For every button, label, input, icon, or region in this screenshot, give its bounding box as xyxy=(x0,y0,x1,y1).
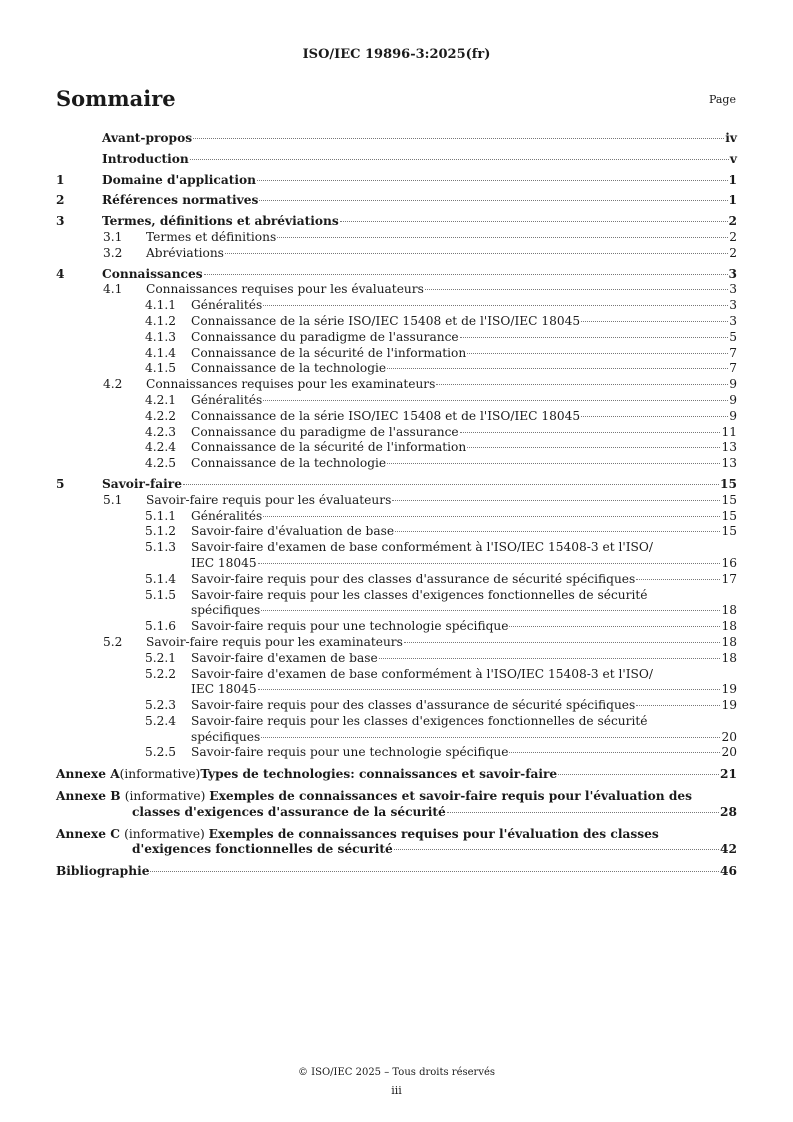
toc-leader-dots xyxy=(340,221,728,222)
toc-leader-dots xyxy=(392,500,720,501)
toc-annex-annexe-a[interactable] xyxy=(56,767,737,783)
toc-entry-text: Connaissance de la série ISO/IEC 15408 et de l'ISO/IEC 18045 xyxy=(191,408,581,423)
toc-entry-line xyxy=(191,425,737,441)
toc-entry-text: Savoir-faire requis pour des classes d'assurance de sécurité spécifiques xyxy=(191,571,636,586)
toc-entry-line xyxy=(191,393,737,409)
toc-entry-page: 16 xyxy=(721,555,737,570)
toc-entry-title xyxy=(191,714,737,746)
toc-entry-number: 3 xyxy=(56,214,65,229)
toc-entry-number: 4.1.5 xyxy=(145,361,177,376)
toc-entry-text: Savoir-faire requis pour les évaluateurs xyxy=(146,492,392,507)
toc-entry-title xyxy=(191,588,737,620)
toc-entry-text: Savoir-faire d'examen de base conformément à l'ISO/IEC 15408-3 et l'ISO/ xyxy=(191,666,653,681)
toc-entry-line xyxy=(102,477,737,493)
toc-entry-number: 5.2.1 xyxy=(145,650,177,665)
toc-entry-line xyxy=(56,805,737,821)
toc-entry-page: 19 xyxy=(721,698,737,713)
toc-entry-title xyxy=(191,698,737,714)
toc-entry-title xyxy=(191,440,737,456)
toc-entry-line xyxy=(191,619,737,635)
toc-entry-page: 28 xyxy=(720,804,737,819)
toc-entry-text: Connaissance de la technologie xyxy=(191,456,387,471)
toc-entry-number: 5.1.3 xyxy=(145,540,177,555)
toc-annex-title xyxy=(56,789,737,821)
toc-leader-dots xyxy=(581,416,728,417)
toc-entry-title xyxy=(191,540,737,572)
toc-annex-annexe-c[interactable] xyxy=(56,827,737,859)
toc-leader-dots xyxy=(460,337,729,338)
toc-entry-line xyxy=(102,193,737,209)
toc-leader-dots xyxy=(467,447,720,448)
toc-leader-dots xyxy=(257,180,728,181)
toc-entry-number: 4.1.2 xyxy=(145,313,177,328)
toc-entry-line xyxy=(56,864,737,880)
toc-entry-page: 17 xyxy=(721,571,737,586)
toc-entry-page: 18 xyxy=(721,603,737,618)
toc-leader-dots xyxy=(636,579,720,580)
toc-entry-title xyxy=(191,524,737,540)
toc-entry-text: Savoir-faire requis pour les classes d'exigences fonctionnelles de sécurité xyxy=(191,713,648,728)
toc-entry-page: 2 xyxy=(728,214,737,229)
toc-entry-5-1-6[interactable] xyxy=(56,619,737,635)
toc-entry-page: 20 xyxy=(721,745,737,760)
toc-leader-dots xyxy=(636,705,720,706)
toc-entry-text: Généralités xyxy=(191,298,263,313)
toc-annex-title xyxy=(56,767,737,783)
toc-entry-page: 19 xyxy=(721,682,737,697)
toc-entry-number: 2 xyxy=(56,193,65,208)
toc-entry-line xyxy=(146,230,737,246)
toc-entry-page: 46 xyxy=(720,864,737,879)
toc-entry-line xyxy=(191,730,737,746)
toc-entry-title xyxy=(102,131,737,147)
toc-entry-line xyxy=(191,330,737,346)
toc-entry-text: Généralités xyxy=(191,392,263,407)
toc-entry-line xyxy=(146,246,737,262)
toc-entry-page: 18 xyxy=(721,619,737,634)
toc-entry-2[interactable] xyxy=(56,193,737,209)
toc-entry-5-2-5[interactable] xyxy=(56,745,737,761)
toc-entry-title xyxy=(191,314,737,330)
toc-entry-text: Généralités xyxy=(191,508,263,523)
toc-entry-page: 18 xyxy=(721,650,737,665)
toc-entry-page: 9 xyxy=(729,392,737,407)
toc-entry-number: 5.1 xyxy=(103,492,123,507)
toc-entry-page: 7 xyxy=(729,345,737,360)
toc-entry-line xyxy=(191,524,737,540)
toc-leader-dots xyxy=(150,871,719,872)
toc-leader-dots xyxy=(263,516,720,517)
toc-leader-dots xyxy=(258,689,721,690)
toc-entry-title xyxy=(146,246,737,262)
toc-leader-dots xyxy=(581,321,728,322)
annex-kind: (informative) xyxy=(119,767,201,782)
toc-entry-title xyxy=(191,393,737,409)
toc-entry-text: Termes, définitions et abréviations xyxy=(102,214,339,229)
toc-leader-dots xyxy=(395,531,720,532)
toc-leader-dots xyxy=(436,384,728,385)
toc-entry-line xyxy=(191,556,737,572)
toc-entry-page: 15 xyxy=(721,508,737,523)
toc-entry-text: Connaissances requises pour les examinateurs xyxy=(146,377,436,392)
toc-entry-title xyxy=(102,152,737,168)
toc-entry-number: 5.2.3 xyxy=(145,698,177,713)
toc-leader-dots xyxy=(193,138,724,139)
toc-entry-page: v xyxy=(729,151,737,166)
annex-label: Annexe A xyxy=(56,767,120,782)
toc-entry-page: 2 xyxy=(729,245,737,260)
toc-annex-title xyxy=(56,827,737,859)
toc-leader-dots xyxy=(558,774,719,775)
toc-entry-text: Connaissance de la série ISO/IEC 15408 et de l'ISO/IEC 18045 xyxy=(191,313,581,328)
toc-entry-page: iv xyxy=(725,131,737,145)
toc-entry-5[interactable] xyxy=(56,477,737,493)
toc-entry-title xyxy=(191,572,737,588)
toc-entry-number: 5.2.2 xyxy=(145,666,177,681)
toc-entry-number: 4.1.1 xyxy=(145,298,177,313)
annex-text: Exemples de connaissances et savoir-faire requis pour l'évaluation des xyxy=(209,789,693,804)
toc-leader-dots xyxy=(509,752,720,753)
toc-entry-page: 42 xyxy=(720,842,737,857)
annex-label: Annexe B xyxy=(56,789,125,804)
toc-entry-page: 13 xyxy=(721,440,737,455)
toc-entry-5-1-2[interactable] xyxy=(56,524,737,540)
toc-entry-number: 5.2.4 xyxy=(145,713,177,728)
toc-entry-text: Savoir-faire requis pour les classes d'exigences fonctionnelles de sécurité xyxy=(191,587,648,602)
toc-entry-4-1-5[interactable] xyxy=(56,361,737,377)
toc-entry-line xyxy=(146,282,737,298)
toc-entry-page: 5 xyxy=(729,329,737,344)
toc-entry-number: 5.2 xyxy=(103,634,123,649)
toc-entry-text: IEC 18045 xyxy=(191,555,257,570)
toc-entry-line xyxy=(191,509,737,525)
toc-entry-text: Savoir-faire xyxy=(102,476,182,491)
toc-entry-page: 15 xyxy=(721,524,737,539)
toc-entry-4-1-1[interactable] xyxy=(56,298,737,314)
toc-entry-line xyxy=(191,651,737,667)
toc-entry-4-1-2[interactable] xyxy=(56,314,737,330)
toc-entry-5-2[interactable] xyxy=(56,635,737,651)
toc-leader-dots xyxy=(460,432,721,433)
toc-leader-dots xyxy=(259,200,727,201)
toc-entry-text: Avant-propos xyxy=(102,131,193,145)
toc-entry-number: 3.1 xyxy=(103,229,123,244)
toc-entry-4-2-1[interactable] xyxy=(56,393,737,409)
toc-entry-title xyxy=(102,267,737,283)
toc-entry-4-1-4[interactable] xyxy=(56,346,737,362)
toc-entry-number: 4.1.4 xyxy=(145,345,177,360)
toc-entry-page: 21 xyxy=(720,767,737,782)
toc-entry-line xyxy=(191,698,737,714)
toc-entry-page: 2 xyxy=(729,229,737,244)
toc-entry-line xyxy=(102,131,737,147)
toc-entry-page: 3 xyxy=(728,266,737,281)
toc-entry-title xyxy=(191,651,737,667)
toc-entry-line xyxy=(191,572,737,588)
toc-entry-text: Abréviations xyxy=(146,245,224,260)
toc-annex-annexe-b[interactable] xyxy=(56,789,737,821)
toc-entry-number: 4.2.5 xyxy=(145,456,177,471)
toc-entry-line xyxy=(191,456,737,472)
toc-entry-page: 15 xyxy=(720,476,737,491)
footer-page-number: iii xyxy=(391,1084,402,1097)
toc-entry-5-1-1[interactable] xyxy=(56,509,737,525)
toc-entry-line xyxy=(102,152,737,168)
toc-entry-4-1[interactable] xyxy=(56,282,737,298)
toc-entry-title xyxy=(191,667,737,699)
toc-entry-title xyxy=(146,282,737,298)
toc-entry-page: 11 xyxy=(721,424,737,439)
annex-text: Types de technologies: connaissances et savoir-faire xyxy=(200,767,558,782)
toc-entry-number: 4.2.1 xyxy=(145,392,177,407)
toc-leader-dots xyxy=(387,463,720,464)
toc-entry-1[interactable] xyxy=(56,173,737,189)
toc-entry-text: spécifiques xyxy=(191,603,261,618)
document-header: ISO/IEC 19896-3:2025(fr) xyxy=(302,47,491,62)
annex-text: Exemples de connaissances requises pour l'évaluation des classes xyxy=(208,826,659,841)
toc-entry-line xyxy=(146,635,737,651)
toc-entry-3-1[interactable] xyxy=(56,230,737,246)
toc-entry-text: Savoir-faire requis pour une technologie spécifique xyxy=(191,745,509,760)
toc-entry-title xyxy=(102,193,737,209)
toc-entry-title xyxy=(191,619,737,635)
toc-leader-dots xyxy=(261,610,720,611)
toc-entry-number: 4.2.3 xyxy=(145,424,177,439)
toc-entry-title xyxy=(191,330,737,346)
toc-entry-4[interactable] xyxy=(56,267,737,283)
toc-entry-page: 1 xyxy=(728,193,737,208)
toc-entry-title xyxy=(146,493,737,509)
toc-entry-title xyxy=(191,361,737,377)
toc-entry-line xyxy=(102,214,737,230)
toc-entry-line xyxy=(146,377,737,393)
toc-leader-dots xyxy=(258,563,721,564)
toc-entry-title xyxy=(102,214,737,230)
toc-entry-page: 15 xyxy=(721,492,737,507)
toc-entry-5-2-1[interactable] xyxy=(56,651,737,667)
toc-entry-number: 1 xyxy=(56,172,65,187)
toc-entry-text: Termes et définitions xyxy=(146,229,277,244)
toc-entry-number: 5.1.2 xyxy=(145,524,177,539)
toc-leader-dots xyxy=(425,289,728,290)
toc-leader-dots xyxy=(204,274,728,275)
toc-entry-line xyxy=(191,361,737,377)
toc-entry-line xyxy=(56,767,737,783)
annex-kind: (informative) xyxy=(124,826,209,841)
toc-entry-page: 9 xyxy=(729,377,737,392)
toc-entry-title xyxy=(191,509,737,525)
toc-leader-dots xyxy=(394,849,719,850)
toc-entry-page: 3 xyxy=(729,282,737,297)
toc-entry-4-2[interactable] xyxy=(56,377,737,393)
toc-bibliography-title xyxy=(56,864,737,880)
toc-entry-title xyxy=(191,456,737,472)
toc-entry-text: Savoir-faire requis pour les examinateurs xyxy=(146,634,403,649)
toc-entry-number: 4.2 xyxy=(103,377,123,392)
toc-entry-text: Connaissance de la technologie xyxy=(191,361,387,376)
toc-leader-dots xyxy=(509,626,720,627)
toc-entry-text: Introduction xyxy=(102,151,189,166)
annex-label: Annexe C xyxy=(56,826,125,841)
toc-entry-page: 20 xyxy=(721,729,737,744)
toc-entry-number: 5.2.5 xyxy=(145,745,177,760)
toc-entry-line xyxy=(102,173,737,189)
toc-entry-title xyxy=(146,377,737,393)
toc-entry-text: Connaissances requises pour les évaluateurs xyxy=(146,282,424,297)
toc-entry-5-1-4[interactable] xyxy=(56,572,737,588)
toc-entry-number: 4.1.3 xyxy=(145,329,177,344)
toc-bibliography[interactable] xyxy=(56,864,737,880)
toc-entry-line xyxy=(56,827,737,843)
toc-leader-dots xyxy=(263,305,728,306)
toc-entry-number: 4.2.4 xyxy=(145,440,177,455)
toc-entry-number: 5.1.4 xyxy=(145,571,177,586)
toc-entry-text: IEC 18045 xyxy=(191,682,257,697)
toc-entry-number: 4.1 xyxy=(103,282,123,297)
toc-entry-3-2[interactable] xyxy=(56,246,737,262)
toc-entry-number: 5 xyxy=(56,476,65,491)
toc-entry-title xyxy=(146,230,737,246)
toc-leader-dots xyxy=(467,353,728,354)
toc-entry-text: d'exigences fonctionnelles de sécurité xyxy=(132,842,393,857)
toc-leader-dots xyxy=(263,400,728,401)
toc-entry-text: Connaissance de la sécurité de l'information xyxy=(191,440,467,455)
toc-entry-text: Connaissance du paradigme de l'assurance xyxy=(191,329,459,344)
toc-entry-5-1[interactable] xyxy=(56,493,737,509)
toc-entry-line xyxy=(56,789,737,805)
annex-kind: (informative) xyxy=(124,789,210,804)
toc-leader-dots xyxy=(277,237,728,238)
toc-entry-page: 3 xyxy=(729,313,737,328)
toc-entry-5-2-3[interactable] xyxy=(56,698,737,714)
toc-entry-text: classes d'exigences d'assurance de la sécurité xyxy=(132,804,446,819)
toc-entry-4-2-2[interactable] xyxy=(56,409,737,425)
toc-entry-title xyxy=(191,745,737,761)
toc-entry-title xyxy=(146,635,737,651)
toc-entry-text: spécifiques xyxy=(191,729,261,744)
toc-entry-5-2-4[interactable] xyxy=(56,714,737,746)
toc-entry-text: Domaine d'application xyxy=(102,172,256,187)
toc-leader-dots xyxy=(261,737,720,738)
toc-entry-line xyxy=(191,603,737,619)
toc-entry-number: 5.1.5 xyxy=(145,587,177,602)
toc-entry-text: Savoir-faire d'évaluation de base xyxy=(191,524,395,539)
toc-entry-text: Savoir-faire requis pour des classes d'assurance de sécurité spécifiques xyxy=(191,698,636,713)
toc-leader-dots xyxy=(447,812,719,813)
toc-entry-page: 7 xyxy=(729,361,737,376)
toc-entry-number: 3.2 xyxy=(103,245,123,260)
table-of-contents xyxy=(56,131,737,880)
toc-entry-page: 9 xyxy=(729,408,737,423)
toc-entry-line xyxy=(56,842,737,858)
toc-entry-page: 3 xyxy=(729,298,737,313)
toc-entry-title xyxy=(191,346,737,362)
toc-entry-number: 5.1.6 xyxy=(145,619,177,634)
toc-entry-text: Connaissance du paradigme de l'assurance xyxy=(191,424,459,439)
toc-leader-dots xyxy=(404,642,721,643)
toc-entry-4-2-4[interactable] xyxy=(56,440,737,456)
toc-entry-title xyxy=(191,298,737,314)
toc-entry-title xyxy=(102,173,737,189)
toc-entry-line xyxy=(191,440,737,456)
toc-title: Sommaire xyxy=(56,86,176,111)
toc-entry-line xyxy=(191,409,737,425)
toc-entry-number: 4 xyxy=(56,266,65,281)
toc-entry-3[interactable] xyxy=(56,214,737,230)
toc-entry-avant-propos[interactable] xyxy=(56,131,737,147)
toc-entry-4-2-3[interactable] xyxy=(56,425,737,441)
toc-entry-4-1-3[interactable] xyxy=(56,330,737,346)
toc-leader-dots xyxy=(183,484,719,485)
toc-entry-number: 4.2.2 xyxy=(145,408,177,423)
toc-entry-line xyxy=(191,745,737,761)
toc-entry-title xyxy=(191,425,737,441)
page-column-label: Page xyxy=(708,93,736,106)
toc-entry-line xyxy=(191,346,737,362)
toc-entry-text: Savoir-faire requis pour une technologie spécifique xyxy=(191,619,509,634)
toc-entry-5-1-5[interactable] xyxy=(56,588,737,620)
toc-entry-line xyxy=(191,682,737,698)
toc-entry-5-1-3[interactable] xyxy=(56,540,737,572)
toc-leader-dots xyxy=(379,658,721,659)
toc-leader-dots xyxy=(190,159,729,160)
toc-entry-text: Références normatives xyxy=(102,193,259,208)
toc-entry-text: Savoir-faire d'examen de base xyxy=(191,650,378,665)
toc-entry-introduction[interactable] xyxy=(56,152,737,168)
toc-entry-page: 13 xyxy=(721,456,737,471)
toc-entry-page: 1 xyxy=(728,172,737,187)
toc-entry-text: Bibliographie xyxy=(56,864,150,879)
toc-entry-line xyxy=(146,493,737,509)
footer-copyright: © ISO/IEC 2025 – Tous droits réservés xyxy=(297,1067,496,1078)
toc-entry-line xyxy=(191,314,737,330)
toc-entry-4-2-5[interactable] xyxy=(56,456,737,472)
toc-entry-text: Connaissance de la sécurité de l'information xyxy=(191,345,467,360)
toc-entry-line xyxy=(102,267,737,283)
toc-entry-line xyxy=(191,298,737,314)
toc-entry-text: Connaissances xyxy=(102,266,203,281)
toc-entry-number: 5.1.1 xyxy=(145,508,177,523)
toc-entry-page: 18 xyxy=(721,634,737,649)
toc-entry-5-2-2[interactable] xyxy=(56,667,737,699)
toc-entry-title xyxy=(102,477,737,493)
toc-entry-text: Savoir-faire d'examen de base conformément à l'ISO/IEC 15408-3 et l'ISO/ xyxy=(191,540,653,555)
toc-leader-dots xyxy=(225,253,728,254)
toc-leader-dots xyxy=(387,368,728,369)
toc-entry-title xyxy=(191,409,737,425)
